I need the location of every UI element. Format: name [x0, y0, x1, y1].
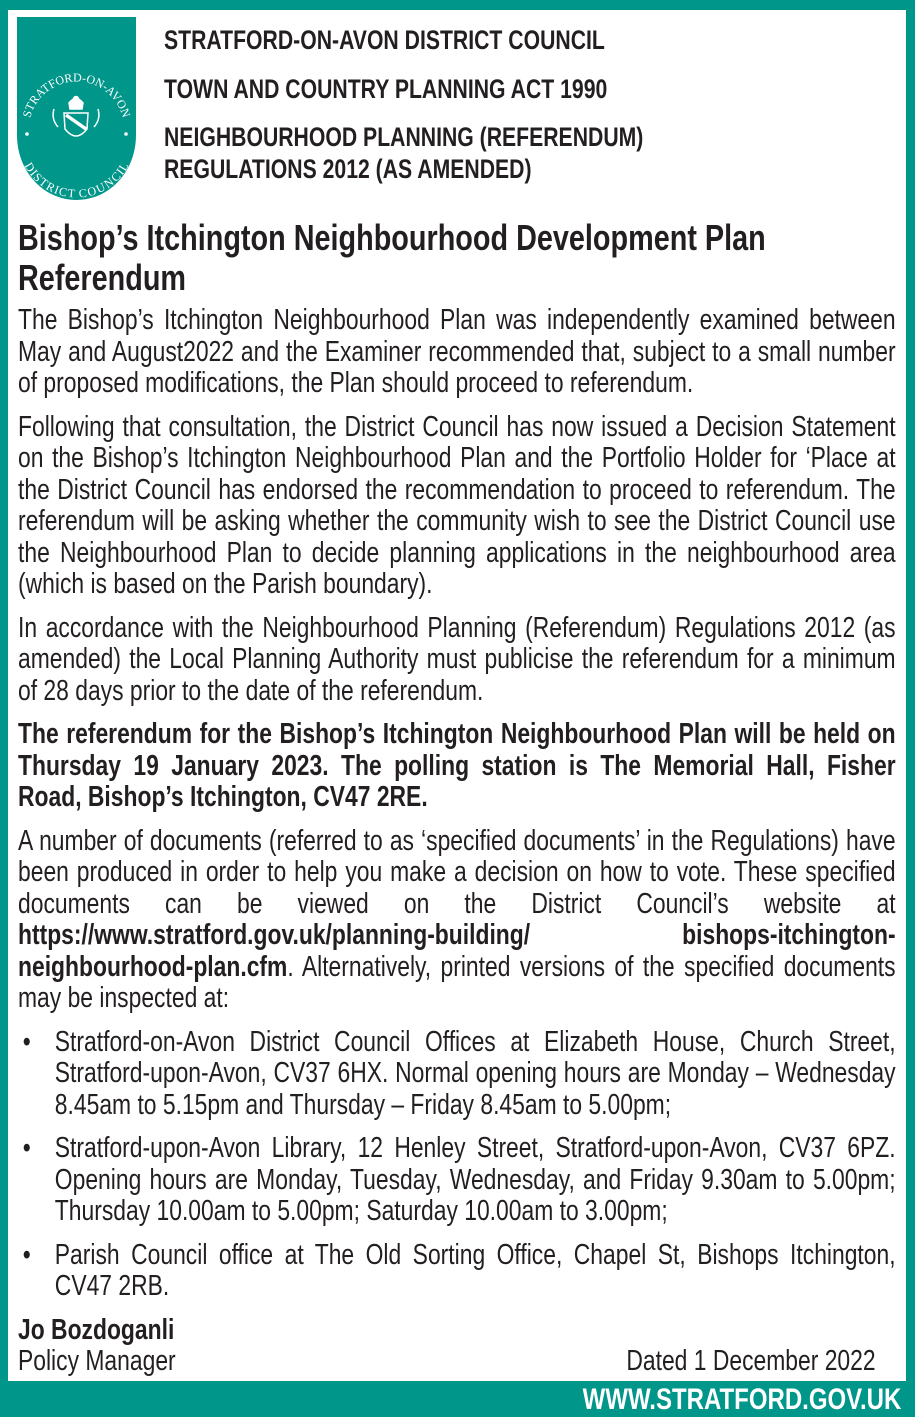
documents-intro-text: A number of documents (referred to as ‘specified documents’ in the Regulations) have been produced in order to help you make a decision on how to vote. These specified documents can be viewed on the District Council’s website at — [18, 824, 896, 920]
inspection-locations-list — [18, 1027, 896, 1303]
council-name: STRATFORD-ON-AVON DISTRICT COUNCIL — [164, 25, 605, 55]
regulations-title-line-2: REGULATIONS 2012 (AS AMENDED) — [164, 154, 532, 184]
regulations-title-line-1: NEIGHBOURHOOD PLANNING (REFERENDUM) — [164, 122, 644, 152]
notice-date: Dated 1 December 2022 — [626, 1345, 876, 1377]
documents-link[interactable]: https://www.stratford.gov.uk/planning-building/ bishops-itchington-neighbourhood-plan.cfm — [18, 919, 896, 983]
referendum-date-statement: The referendum for the Bishop’s Itchington Neighbourhood Plan will be held on Thursday 19 January 2023. The polling station is The Memorial Hall, Fisher Road, Bishop’s Itchington, CV47 2RE. — [18, 718, 896, 813]
paragraph-regulations: In accordance with the Neighbourhood Planning (Referendum) Regulations 2012 (as amended) the Local Planning Authority must publicise the referendum for a minimum of 28 days prior to the date of the referendum. — [18, 611, 896, 707]
documents-outro-text: . Alternatively, printed versions of the specified documents may be inspected at: — [18, 950, 896, 1014]
council-crest-logo — [17, 17, 136, 200]
paragraph-specified-documents — [18, 826, 896, 1015]
paragraph-examination: The Bishop’s Itchington Neighbourhood Plan was independently examined between May and August2022 and the Examiner recommended that, subject to a small number of proposed modifications, the Plan should proceed to referendum. — [18, 304, 896, 399]
location-text: Stratford-upon-Avon Library, 12 Henley Street, Stratford-upon-Avon, CV37 6PZ. Opening hours are Monday, Tuesday, Wednesday, and Friday 9.30am to 5.00pm; Thursday 10.00am to 5.00pm; Saturday 10.00am to 3.00pm; — [54, 1132, 896, 1227]
crest-badge — [17, 17, 136, 200]
paragraph-decision-statement: Following that consultation, the District Council has now issued a Decision Statement on the Bishop’s Itchington Neighbourhood Plan and the Portfolio Holder for ‘Place at the District Council has endorsed the recommendation to proceed to referendum. The referendum will be asking whether the community wish to see the District Council use the Neighbourhood Plan to decide planning applications in the neighbourhood area (which is based on the Parish boundary). — [18, 410, 896, 600]
list-item — [18, 1133, 896, 1228]
bullet-icon: • — [22, 1132, 31, 1164]
notice-header — [164, 24, 904, 185]
list-item — [18, 1027, 896, 1122]
logo-ring-top-text: STRATFORD-ON-AVON — [19, 70, 134, 120]
signatory-name: Jo Bozdoganli — [18, 1313, 175, 1346]
notice-body — [18, 218, 896, 1378]
bullet-icon: • — [22, 1238, 31, 1271]
location-text: Parish Council office at The Old Sorting Office, Chapel St, Bishops Itchington, CV47 2RB. — [54, 1238, 896, 1302]
footer-website-link[interactable]: WWW.STRATFORD.GOV.UK — [582, 1383, 901, 1416]
list-item — [18, 1240, 896, 1303]
signatory-role: Policy Manager — [18, 1345, 176, 1377]
location-text: Stratford-on-Avon District Council Offices at Elizabeth House, Church Street, Stratford-upon-Avon, CV37 6HX. Normal opening hours are Monday – Wednesday 8.45am to 5.15pm and Thursday – Friday 8.45am to 5.00pm; — [54, 1025, 896, 1121]
bullet-icon: • — [22, 1025, 31, 1058]
notice-title: Bishop’s Itchington Neighbourhood Development Plan Referendum — [18, 217, 766, 298]
logo-ring-bottom-text: DISTRICT COUNCIL — [21, 159, 132, 200]
signature-row — [18, 1346, 896, 1378]
act-title: TOWN AND COUNTRY PLANNING ACT 1990 — [164, 74, 608, 104]
notice-panel — [8, 10, 906, 1381]
